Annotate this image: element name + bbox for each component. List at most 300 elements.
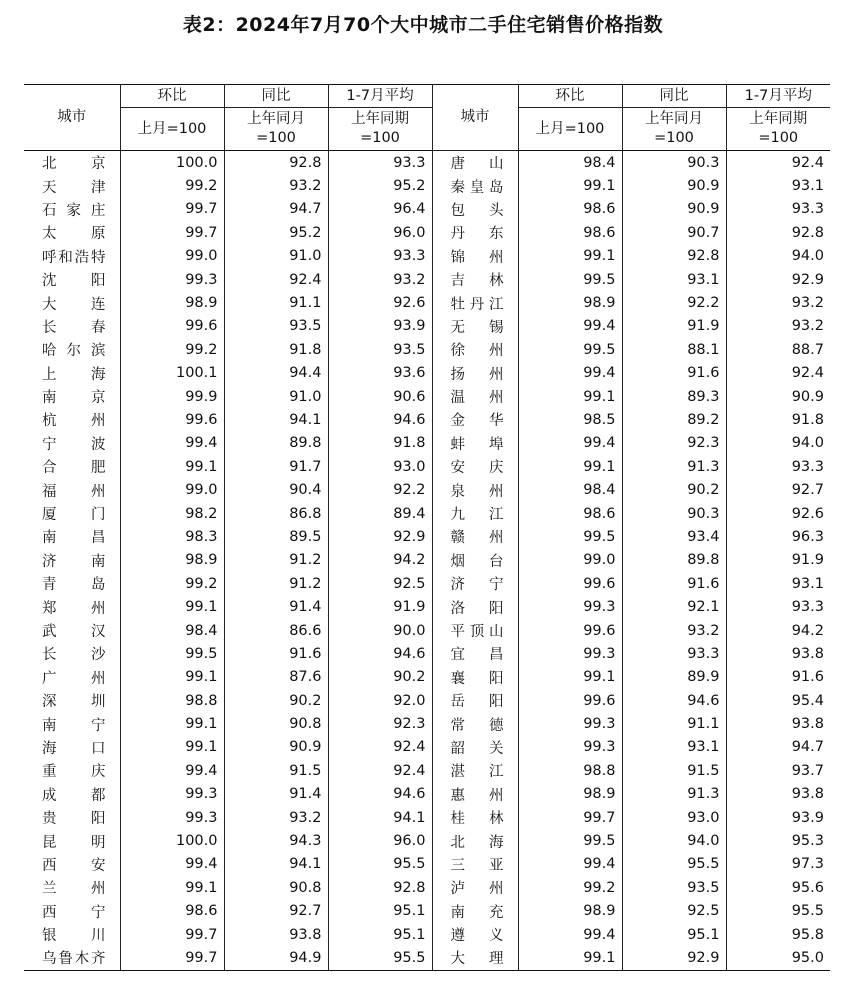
cell-ytd-left: 95.2 bbox=[328, 174, 432, 197]
cell-mom-left: 99.1 bbox=[120, 876, 224, 899]
cell-mom-left: 99.6 bbox=[120, 408, 224, 431]
cell-ytd-left: 90.6 bbox=[328, 385, 432, 408]
table-row bbox=[24, 572, 830, 595]
cell-ytd-right: 95.8 bbox=[726, 923, 830, 946]
cell-city-left: 重庆 bbox=[24, 759, 120, 782]
cell-ytd-right: 93.2 bbox=[726, 291, 830, 314]
cell-city-left: 海口 bbox=[24, 736, 120, 759]
cell-mom-left: 100.0 bbox=[120, 829, 224, 852]
cell-ytd-right: 92.4 bbox=[726, 362, 830, 385]
cell-ytd-right: 95.4 bbox=[726, 689, 830, 712]
cell-ytd-right: 90.9 bbox=[726, 385, 830, 408]
cell-yoy-right: 90.9 bbox=[622, 174, 726, 197]
cell-yoy-right: 92.1 bbox=[622, 595, 726, 618]
cell-ytd-right: 96.3 bbox=[726, 525, 830, 548]
cell-city-right: 南充 bbox=[432, 900, 518, 923]
cell-ytd-right: 95.3 bbox=[726, 829, 830, 852]
cell-mom-left: 99.3 bbox=[120, 783, 224, 806]
cell-ytd-left: 92.0 bbox=[328, 689, 432, 712]
cell-yoy-left: 91.7 bbox=[224, 455, 328, 478]
cell-city-right: 九江 bbox=[432, 502, 518, 525]
cell-yoy-right: 88.1 bbox=[622, 338, 726, 361]
cell-ytd-right: 95.6 bbox=[726, 876, 830, 899]
cell-mom-left: 99.1 bbox=[120, 712, 224, 735]
cell-yoy-left: 93.8 bbox=[224, 923, 328, 946]
table-row bbox=[24, 198, 830, 221]
cell-yoy-right: 89.8 bbox=[622, 549, 726, 572]
header-yoy-base-right: 上年同月 =100 bbox=[622, 108, 726, 151]
cell-city-left: 成都 bbox=[24, 783, 120, 806]
cell-ytd-left: 93.3 bbox=[328, 151, 432, 175]
cell-ytd-right: 92.7 bbox=[726, 478, 830, 501]
table-row bbox=[24, 619, 830, 642]
table-row bbox=[24, 595, 830, 618]
cell-yoy-left: 92.7 bbox=[224, 900, 328, 923]
cell-ytd-right: 94.0 bbox=[726, 432, 830, 455]
cell-yoy-left: 87.6 bbox=[224, 666, 328, 689]
cell-mom-left: 99.4 bbox=[120, 759, 224, 782]
cell-ytd-right: 91.6 bbox=[726, 666, 830, 689]
cell-city-right: 无锡 bbox=[432, 315, 518, 338]
cell-mom-left: 99.4 bbox=[120, 853, 224, 876]
cell-yoy-right: 91.3 bbox=[622, 455, 726, 478]
cell-ytd-right: 97.3 bbox=[726, 853, 830, 876]
cell-mom-left: 99.7 bbox=[120, 221, 224, 244]
cell-mom-right: 99.5 bbox=[518, 338, 622, 361]
cell-city-right: 包头 bbox=[432, 198, 518, 221]
cell-ytd-left: 95.1 bbox=[328, 923, 432, 946]
cell-city-right: 遵义 bbox=[432, 923, 518, 946]
cell-mom-left: 99.2 bbox=[120, 174, 224, 197]
table-row bbox=[24, 689, 830, 712]
cell-mom-right: 99.4 bbox=[518, 432, 622, 455]
table-row bbox=[24, 525, 830, 548]
cell-mom-right: 99.4 bbox=[518, 362, 622, 385]
table-row bbox=[24, 712, 830, 735]
table-row bbox=[24, 174, 830, 197]
cell-mom-right: 99.4 bbox=[518, 315, 622, 338]
cell-city-left: 贵阳 bbox=[24, 806, 120, 829]
cell-ytd-left: 94.6 bbox=[328, 642, 432, 665]
cell-mom-right: 98.4 bbox=[518, 478, 622, 501]
table-row bbox=[24, 946, 830, 970]
cell-city-left: 上海 bbox=[24, 362, 120, 385]
cell-mom-right: 98.9 bbox=[518, 291, 622, 314]
cell-yoy-left: 94.9 bbox=[224, 946, 328, 970]
table-row bbox=[24, 666, 830, 689]
cell-yoy-left: 91.0 bbox=[224, 385, 328, 408]
cell-ytd-left: 90.0 bbox=[328, 619, 432, 642]
cell-mom-left: 99.3 bbox=[120, 806, 224, 829]
cell-yoy-right: 93.2 bbox=[622, 619, 726, 642]
cell-ytd-right: 93.1 bbox=[726, 572, 830, 595]
cell-mom-left: 99.4 bbox=[120, 432, 224, 455]
table-row bbox=[24, 759, 830, 782]
cell-city-left: 郑州 bbox=[24, 595, 120, 618]
cell-mom-left: 99.1 bbox=[120, 736, 224, 759]
cell-city-left: 武汉 bbox=[24, 619, 120, 642]
cell-mom-left: 99.1 bbox=[120, 595, 224, 618]
cell-yoy-left: 91.0 bbox=[224, 245, 328, 268]
cell-city-right: 平顶山 bbox=[432, 619, 518, 642]
cell-city-left: 厦门 bbox=[24, 502, 120, 525]
cell-city-right: 锦州 bbox=[432, 245, 518, 268]
cell-ytd-left: 96.4 bbox=[328, 198, 432, 221]
table-row bbox=[24, 549, 830, 572]
cell-ytd-left: 93.6 bbox=[328, 362, 432, 385]
cell-ytd-right: 93.9 bbox=[726, 806, 830, 829]
cell-city-right: 岳阳 bbox=[432, 689, 518, 712]
cell-ytd-right: 94.2 bbox=[726, 619, 830, 642]
table-row bbox=[24, 502, 830, 525]
cell-yoy-left: 86.6 bbox=[224, 619, 328, 642]
cell-mom-left: 98.3 bbox=[120, 525, 224, 548]
cell-ytd-right: 92.6 bbox=[726, 502, 830, 525]
cell-yoy-right: 95.1 bbox=[622, 923, 726, 946]
cell-city-left: 长春 bbox=[24, 315, 120, 338]
cell-city-right: 丹东 bbox=[432, 221, 518, 244]
cell-mom-left: 100.1 bbox=[120, 362, 224, 385]
header-mom-base-left: 上月=100 bbox=[120, 108, 224, 151]
cell-city-right: 牡丹江 bbox=[432, 291, 518, 314]
cell-mom-right: 99.0 bbox=[518, 549, 622, 572]
cell-city-left: 石家庄 bbox=[24, 198, 120, 221]
cell-ytd-left: 90.2 bbox=[328, 666, 432, 689]
cell-city-left: 济南 bbox=[24, 549, 120, 572]
cell-mom-right: 99.1 bbox=[518, 946, 622, 970]
cell-yoy-right: 94.0 bbox=[622, 829, 726, 852]
cell-mom-left: 98.4 bbox=[120, 619, 224, 642]
cell-city-right: 常德 bbox=[432, 712, 518, 735]
cell-mom-right: 99.5 bbox=[518, 525, 622, 548]
cell-city-left: 合肥 bbox=[24, 455, 120, 478]
cell-yoy-left: 90.2 bbox=[224, 689, 328, 712]
cell-mom-left: 99.7 bbox=[120, 198, 224, 221]
cell-ytd-right: 95.0 bbox=[726, 946, 830, 970]
header-ytd-right: 1-7月平均 bbox=[726, 85, 830, 108]
cell-ytd-right: 88.7 bbox=[726, 338, 830, 361]
cell-yoy-left: 91.4 bbox=[224, 595, 328, 618]
cell-ytd-left: 95.1 bbox=[328, 900, 432, 923]
header-yoy-right: 同比 bbox=[622, 85, 726, 108]
cell-yoy-left: 94.7 bbox=[224, 198, 328, 221]
cell-mom-right: 99.1 bbox=[518, 174, 622, 197]
cell-mom-left: 99.1 bbox=[120, 666, 224, 689]
cell-ytd-right: 91.9 bbox=[726, 549, 830, 572]
cell-yoy-left: 89.8 bbox=[224, 432, 328, 455]
table-row bbox=[24, 829, 830, 852]
cell-yoy-right: 95.5 bbox=[622, 853, 726, 876]
cell-city-left: 宁波 bbox=[24, 432, 120, 455]
cell-yoy-left: 95.2 bbox=[224, 221, 328, 244]
cell-yoy-left: 93.5 bbox=[224, 315, 328, 338]
cell-yoy-left: 91.1 bbox=[224, 291, 328, 314]
cell-yoy-right: 90.3 bbox=[622, 502, 726, 525]
cell-city-right: 扬州 bbox=[432, 362, 518, 385]
cell-city-left: 杭州 bbox=[24, 408, 120, 431]
cell-city-right: 金华 bbox=[432, 408, 518, 431]
cell-mom-right: 99.6 bbox=[518, 619, 622, 642]
cell-yoy-left: 90.8 bbox=[224, 876, 328, 899]
cell-mom-left: 99.5 bbox=[120, 642, 224, 665]
cell-yoy-right: 90.2 bbox=[622, 478, 726, 501]
cell-mom-right: 99.1 bbox=[518, 385, 622, 408]
cell-mom-left: 99.0 bbox=[120, 245, 224, 268]
table-row bbox=[24, 783, 830, 806]
header-city-right: 城市 bbox=[432, 85, 518, 151]
page-title: 表2：2024年7月70个大中城市二手住宅销售价格指数 bbox=[182, 14, 664, 36]
cell-mom-left: 98.6 bbox=[120, 900, 224, 923]
cell-mom-left: 98.9 bbox=[120, 549, 224, 572]
table-row bbox=[24, 923, 830, 946]
table-row bbox=[24, 900, 830, 923]
cell-ytd-left: 92.4 bbox=[328, 736, 432, 759]
cell-mom-right: 99.3 bbox=[518, 712, 622, 735]
cell-mom-left: 99.3 bbox=[120, 268, 224, 291]
cell-ytd-left: 95.5 bbox=[328, 946, 432, 970]
table-row bbox=[24, 362, 830, 385]
cell-mom-right: 99.5 bbox=[518, 829, 622, 852]
cell-yoy-left: 91.4 bbox=[224, 783, 328, 806]
cell-yoy-right: 93.1 bbox=[622, 736, 726, 759]
cell-city-left: 南宁 bbox=[24, 712, 120, 735]
cell-mom-right: 99.5 bbox=[518, 268, 622, 291]
cell-city-right: 安庆 bbox=[432, 455, 518, 478]
cell-ytd-right: 94.7 bbox=[726, 736, 830, 759]
cell-yoy-right: 89.3 bbox=[622, 385, 726, 408]
cell-city-left: 西宁 bbox=[24, 900, 120, 923]
header-ytd-base-left: 上年同期 =100 bbox=[328, 108, 432, 151]
cell-yoy-left: 91.6 bbox=[224, 642, 328, 665]
cell-mom-right: 99.6 bbox=[518, 572, 622, 595]
cell-mom-right: 98.6 bbox=[518, 198, 622, 221]
table-row bbox=[24, 385, 830, 408]
cell-ytd-right: 93.3 bbox=[726, 455, 830, 478]
header-city-left: 城市 bbox=[24, 85, 120, 151]
cell-city-right: 洛阳 bbox=[432, 595, 518, 618]
cell-city-left: 呼和浩特 bbox=[24, 245, 120, 268]
price-index-table bbox=[24, 84, 830, 971]
cell-yoy-left: 91.2 bbox=[224, 572, 328, 595]
cell-yoy-right: 91.9 bbox=[622, 315, 726, 338]
table-row bbox=[24, 245, 830, 268]
cell-city-left: 深圳 bbox=[24, 689, 120, 712]
cell-yoy-left: 93.2 bbox=[224, 806, 328, 829]
cell-ytd-left: 92.8 bbox=[328, 876, 432, 899]
cell-ytd-right: 93.8 bbox=[726, 712, 830, 735]
cell-city-right: 三亚 bbox=[432, 853, 518, 876]
cell-city-left: 大连 bbox=[24, 291, 120, 314]
cell-ytd-left: 92.4 bbox=[328, 759, 432, 782]
table-row bbox=[24, 478, 830, 501]
cell-mom-right: 99.7 bbox=[518, 806, 622, 829]
cell-ytd-right: 93.7 bbox=[726, 759, 830, 782]
cell-yoy-right: 92.2 bbox=[622, 291, 726, 314]
cell-city-left: 乌鲁木齐 bbox=[24, 946, 120, 970]
cell-ytd-left: 94.6 bbox=[328, 783, 432, 806]
cell-ytd-left: 92.3 bbox=[328, 712, 432, 735]
cell-ytd-right: 94.0 bbox=[726, 245, 830, 268]
cell-city-right: 惠州 bbox=[432, 783, 518, 806]
cell-ytd-right: 93.8 bbox=[726, 783, 830, 806]
cell-mom-right: 99.3 bbox=[518, 736, 622, 759]
cell-mom-right: 98.6 bbox=[518, 221, 622, 244]
cell-mom-left: 98.8 bbox=[120, 689, 224, 712]
header-ytd-base-right: 上年同期 =100 bbox=[726, 108, 830, 151]
cell-ytd-left: 93.3 bbox=[328, 245, 432, 268]
cell-ytd-right: 93.8 bbox=[726, 642, 830, 665]
table-row bbox=[24, 642, 830, 665]
cell-ytd-left: 94.2 bbox=[328, 549, 432, 572]
cell-mom-right: 99.1 bbox=[518, 455, 622, 478]
cell-mom-right: 98.6 bbox=[518, 502, 622, 525]
cell-ytd-right: 91.8 bbox=[726, 408, 830, 431]
cell-ytd-left: 89.4 bbox=[328, 502, 432, 525]
cell-ytd-left: 91.8 bbox=[328, 432, 432, 455]
cell-ytd-right: 93.3 bbox=[726, 198, 830, 221]
cell-mom-right: 99.3 bbox=[518, 642, 622, 665]
cell-mom-left: 99.7 bbox=[120, 923, 224, 946]
cell-city-right: 桂林 bbox=[432, 806, 518, 829]
cell-yoy-right: 90.9 bbox=[622, 198, 726, 221]
cell-mom-left: 99.2 bbox=[120, 338, 224, 361]
cell-ytd-left: 93.2 bbox=[328, 268, 432, 291]
cell-city-left: 青岛 bbox=[24, 572, 120, 595]
cell-mom-right: 99.4 bbox=[518, 853, 622, 876]
cell-city-left: 西安 bbox=[24, 853, 120, 876]
cell-yoy-right: 91.3 bbox=[622, 783, 726, 806]
cell-mom-right: 98.4 bbox=[518, 151, 622, 175]
cell-yoy-right: 89.9 bbox=[622, 666, 726, 689]
cell-city-left: 长沙 bbox=[24, 642, 120, 665]
cell-mom-right: 99.2 bbox=[518, 876, 622, 899]
cell-yoy-left: 90.8 bbox=[224, 712, 328, 735]
cell-city-right: 襄阳 bbox=[432, 666, 518, 689]
cell-mom-left: 99.7 bbox=[120, 946, 224, 970]
cell-mom-right: 98.8 bbox=[518, 759, 622, 782]
cell-yoy-left: 92.8 bbox=[224, 151, 328, 175]
header-yoy-base-left: 上年同月 =100 bbox=[224, 108, 328, 151]
cell-city-left: 沈阳 bbox=[24, 268, 120, 291]
cell-yoy-right: 94.6 bbox=[622, 689, 726, 712]
cell-yoy-left: 91.8 bbox=[224, 338, 328, 361]
cell-city-right: 湛江 bbox=[432, 759, 518, 782]
cell-city-right: 烟台 bbox=[432, 549, 518, 572]
cell-yoy-right: 93.0 bbox=[622, 806, 726, 829]
header-mom-right: 环比 bbox=[518, 85, 622, 108]
cell-ytd-left: 96.0 bbox=[328, 829, 432, 852]
cell-yoy-right: 91.6 bbox=[622, 572, 726, 595]
cell-yoy-right: 92.5 bbox=[622, 900, 726, 923]
cell-mom-left: 98.9 bbox=[120, 291, 224, 314]
cell-yoy-right: 93.4 bbox=[622, 525, 726, 548]
cell-mom-left: 99.6 bbox=[120, 315, 224, 338]
table-row bbox=[24, 853, 830, 876]
cell-mom-right: 98.5 bbox=[518, 408, 622, 431]
cell-yoy-left: 89.5 bbox=[224, 525, 328, 548]
cell-mom-right: 99.1 bbox=[518, 245, 622, 268]
cell-ytd-left: 92.9 bbox=[328, 525, 432, 548]
cell-yoy-left: 91.5 bbox=[224, 759, 328, 782]
cell-mom-right: 99.4 bbox=[518, 923, 622, 946]
cell-yoy-left: 94.1 bbox=[224, 408, 328, 431]
header-mom-left: 环比 bbox=[120, 85, 224, 108]
cell-city-right: 泸州 bbox=[432, 876, 518, 899]
header-ytd-left: 1-7月平均 bbox=[328, 85, 432, 108]
cell-city-right: 韶关 bbox=[432, 736, 518, 759]
cell-city-right: 大理 bbox=[432, 946, 518, 970]
cell-ytd-left: 94.6 bbox=[328, 408, 432, 431]
cell-ytd-left: 93.0 bbox=[328, 455, 432, 478]
table-row bbox=[24, 221, 830, 244]
table-row bbox=[24, 291, 830, 314]
cell-yoy-right: 89.2 bbox=[622, 408, 726, 431]
cell-city-right: 济宁 bbox=[432, 572, 518, 595]
cell-ytd-left: 93.5 bbox=[328, 338, 432, 361]
cell-city-left: 南京 bbox=[24, 385, 120, 408]
cell-ytd-left: 94.1 bbox=[328, 806, 432, 829]
cell-city-right: 北海 bbox=[432, 829, 518, 852]
cell-ytd-right: 92.8 bbox=[726, 221, 830, 244]
cell-city-right: 温州 bbox=[432, 385, 518, 408]
cell-city-right: 吉林 bbox=[432, 268, 518, 291]
cell-yoy-right: 93.5 bbox=[622, 876, 726, 899]
cell-ytd-right: 93.2 bbox=[726, 315, 830, 338]
table-row bbox=[24, 338, 830, 361]
table-body bbox=[24, 151, 830, 971]
cell-ytd-right: 92.4 bbox=[726, 151, 830, 175]
cell-ytd-left: 93.9 bbox=[328, 315, 432, 338]
table-row bbox=[24, 876, 830, 899]
cell-yoy-right: 90.7 bbox=[622, 221, 726, 244]
cell-mom-left: 99.0 bbox=[120, 478, 224, 501]
cell-yoy-right: 91.1 bbox=[622, 712, 726, 735]
cell-mom-right: 99.1 bbox=[518, 666, 622, 689]
cell-city-left: 哈尔滨 bbox=[24, 338, 120, 361]
cell-yoy-left: 91.2 bbox=[224, 549, 328, 572]
cell-yoy-left: 94.3 bbox=[224, 829, 328, 852]
cell-ytd-right: 93.3 bbox=[726, 595, 830, 618]
cell-city-right: 唐山 bbox=[432, 151, 518, 175]
cell-ytd-right: 92.9 bbox=[726, 268, 830, 291]
table-row bbox=[24, 408, 830, 431]
cell-city-right: 秦皇岛 bbox=[432, 174, 518, 197]
cell-yoy-left: 92.4 bbox=[224, 268, 328, 291]
cell-city-right: 赣州 bbox=[432, 525, 518, 548]
cell-city-left: 南昌 bbox=[24, 525, 120, 548]
cell-city-left: 北京 bbox=[24, 151, 120, 175]
cell-city-left: 太原 bbox=[24, 221, 120, 244]
cell-ytd-right: 95.5 bbox=[726, 900, 830, 923]
cell-yoy-left: 86.8 bbox=[224, 502, 328, 525]
cell-yoy-right: 93.3 bbox=[622, 642, 726, 665]
cell-mom-left: 99.9 bbox=[120, 385, 224, 408]
cell-ytd-left: 95.5 bbox=[328, 853, 432, 876]
cell-city-right: 宜昌 bbox=[432, 642, 518, 665]
cell-yoy-left: 94.1 bbox=[224, 853, 328, 876]
cell-yoy-left: 90.4 bbox=[224, 478, 328, 501]
cell-mom-right: 99.6 bbox=[518, 689, 622, 712]
cell-mom-left: 100.0 bbox=[120, 151, 224, 175]
cell-yoy-left: 90.9 bbox=[224, 736, 328, 759]
cell-mom-right: 98.9 bbox=[518, 783, 622, 806]
cell-ytd-left: 92.5 bbox=[328, 572, 432, 595]
cell-yoy-right: 92.9 bbox=[622, 946, 726, 970]
cell-city-left: 天津 bbox=[24, 174, 120, 197]
cell-yoy-right: 91.5 bbox=[622, 759, 726, 782]
table-row bbox=[24, 268, 830, 291]
cell-yoy-right: 92.3 bbox=[622, 432, 726, 455]
